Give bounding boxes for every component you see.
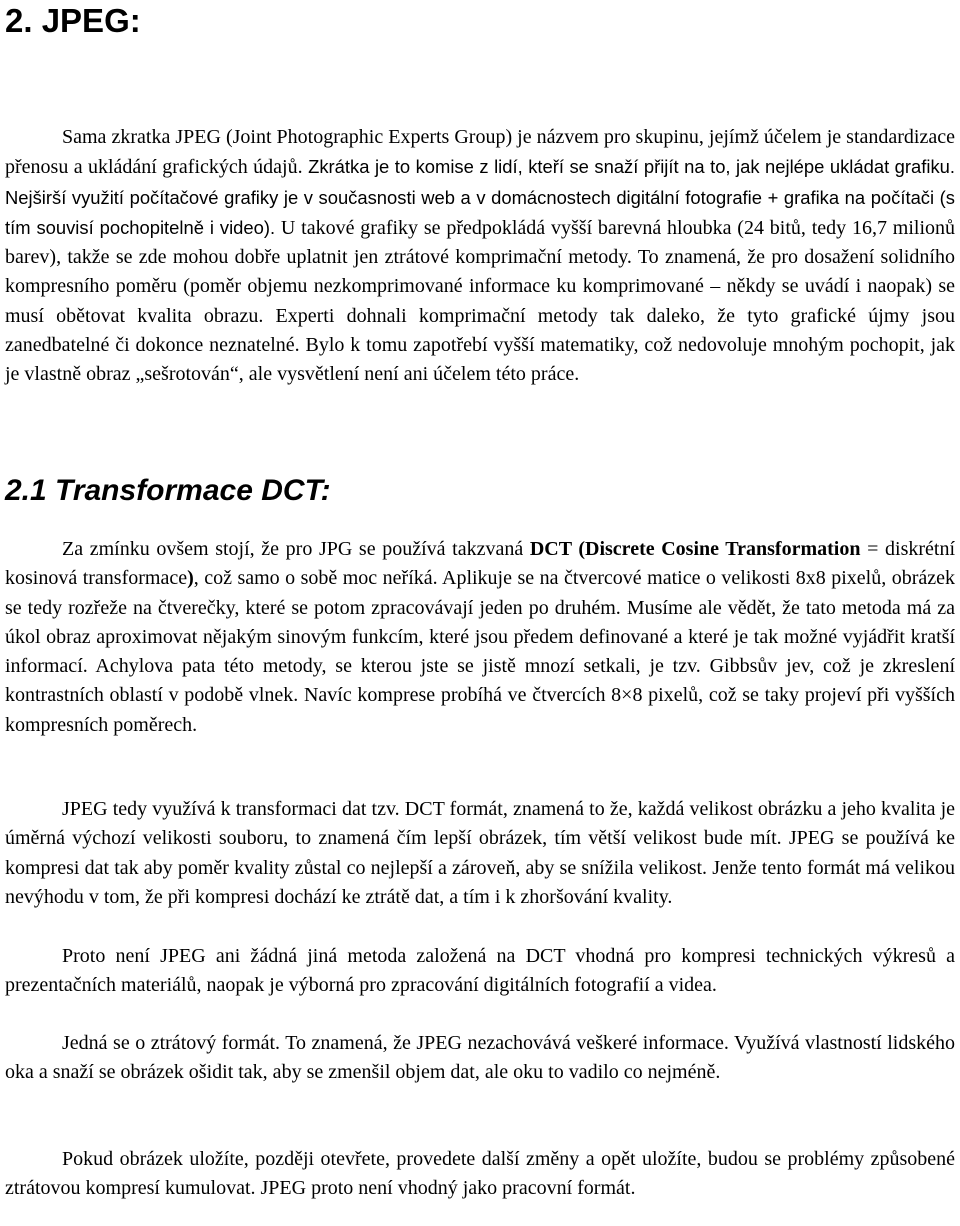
jpeg-suitability-paragraph: Proto není JPEG ani žádná jiná metoda založená na DCT vhodná pro kompresi technických výkresů a prezentačních materiálů, naopak je výborná pro zpracování digitálních fotografií a videa. xyxy=(5,945,955,997)
intro-sentence-2: Zkrátka je to komise z lidí, kteří se snaží přijít na to, jak nejlépe ukládat grafiku. Nejširší využití počítačové grafiky je v současnosti web a v domácnostech digitální fotografie + grafika na počítači (s tím souvisí pochopitelně i video). xyxy=(5,156,955,238)
subsection-heading: 2.1 Transformace DCT: xyxy=(5,474,331,507)
intro-sentence-1: Sama zkratka JPEG (Joint Photographic Experts Group) je názvem pro skupinu, jejímž účelem je standardizace přenosu a ukládání grafických údajů. xyxy=(5,126,955,179)
intro-sentence-4: To znamená, že pro dosažení solidního kompresního poměru (poměr objemu nezkomprimované informace ku komprimované – někdy se uvádí i naopak) se musí obětovat kvalita obrazu. Experti dohnali komprimační metody tak daleko, že tyto grafické újmy jsou zanedbatelné či dokonce neznatelné. Bylo k tomu zapotřebí vyšší matematiky, což nedovoluje mnohým pochopit, jak je vlastně obraz „sešrotován“, ale vysvětlení není ani účelem této práce. xyxy=(5,246,955,386)
intro-sentence-3: U takové grafiky se předpokládá vyšší barevná hloubka (24 bitů, tedy 16,7 milionů barev), takže se zde mohou dobře uplatnit jen ztrátové komprimační metody. xyxy=(5,216,955,269)
cumulative-loss-paragraph: Pokud obrázek uložíte, později otevřete, provedete další změny a opět uložíte, budou se problémy způsobené ztrátovou kompresí kumulovat. JPEG proto není vhodný jako pracovní formát. xyxy=(5,1148,955,1200)
dct-text-start: Za zmínku ovšem stojí, že pro JPG se používá takzvaná xyxy=(62,538,530,560)
dct-text-end: , což samo o sobě moc neříká. Aplikuje se na čtvercové matice o velikosti 8x8 pixelů, obrázek se tedy rozřeže na čtverečky, které se potom zpracovávají jeden po druhém. Musíme ale vědět, že tato metoda má za úkol obraz aproximovat nějakým sinovým funkcím, které jsou předem definované a které je tak možné vyjádřit kratší informací. Achylova pata této metody, se kterou jste se jistě mnozí setkali, je tzv. Gibbsův jev, což je zkreslení kontrastních oblastí v podobě vlnek. Navíc komprese probíhá ve čtvercích 8×8 pixelů, což se taky projeví při vyšších kompresních poměrech. xyxy=(5,567,955,736)
intro-paragraph xyxy=(5,123,955,390)
dct-text-mid: = diskrétní kosinová transformace xyxy=(5,538,955,590)
lossy-format-paragraph: Jedná se o ztrátový formát. To znamená, že JPEG nezachovává veškeré informace. Využívá vlastností lidského oka a snaží se obrázek ošidit tak, aby se zmenšil objem dat, ale oku to vadilo co nejméně. xyxy=(5,1032,955,1084)
dct-paragraph xyxy=(5,535,955,740)
dct-paren-bold: ) xyxy=(187,567,194,590)
section-heading: 2. JPEG: xyxy=(5,2,141,39)
jpeg-usage-paragraph: JPEG tedy využívá k transformaci dat tzv. DCT formát, znamená to že, každá velikost obrázku a jeho kvalita je úměrná výchozí velikosti souboru, to znamená čím lepší obrázek, tím větší velikost bude mít. JPEG se používá ke kompresi dat tak aby poměr kvality zůstal co nejlepší a zároveň, aby se snížila velikost. Jenže tento formát má velikou nevýhodu v tom, že při kompresi dochází ke ztrátě dat, a tím i k zhoršování kvality. xyxy=(5,798,955,908)
dct-term-bold: DCT (Discrete Cosine Transformation xyxy=(529,538,861,560)
